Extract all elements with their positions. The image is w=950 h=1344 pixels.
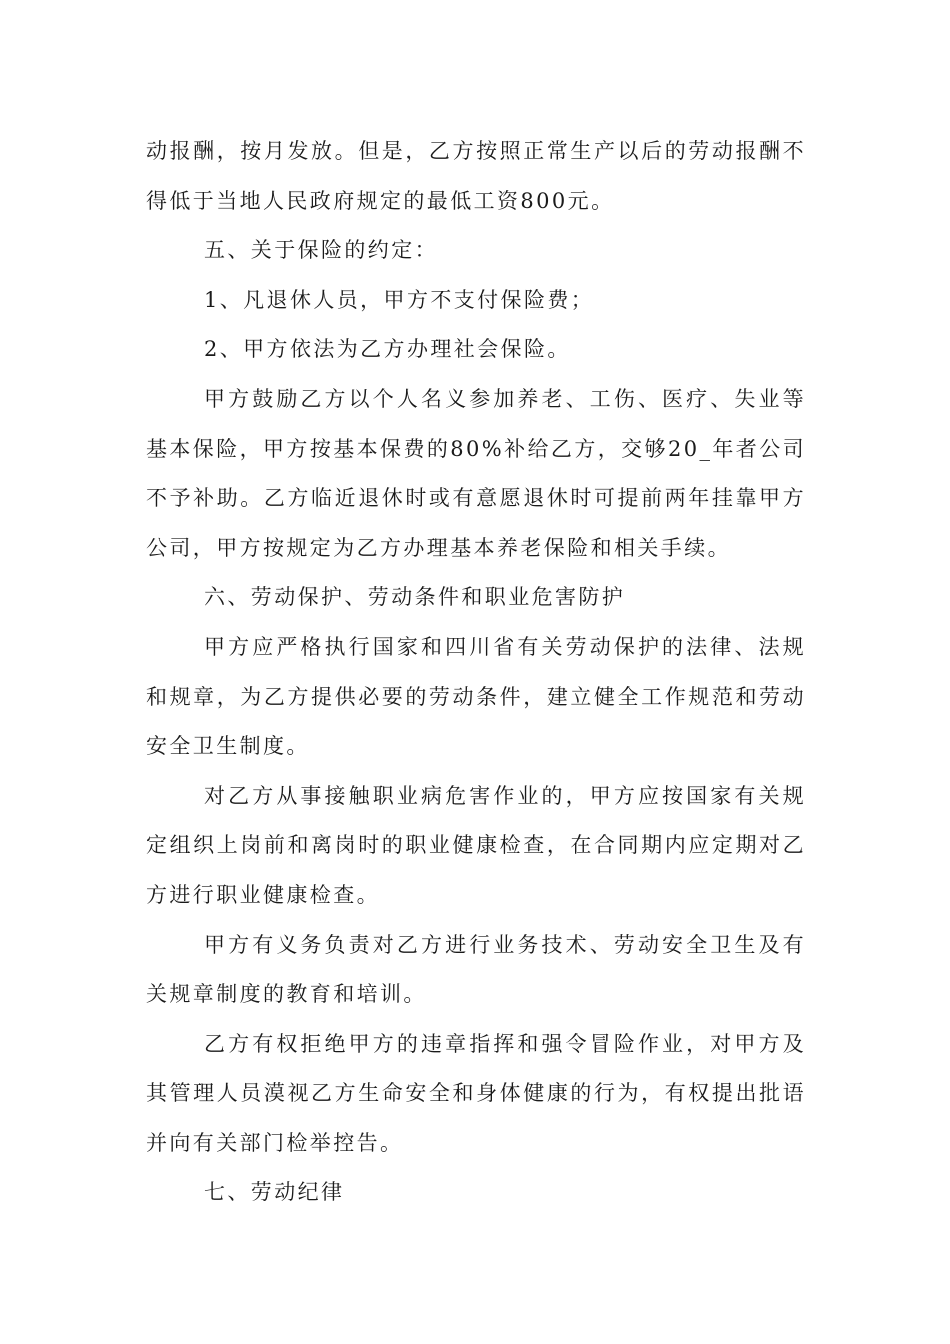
- heading-labor-protection: 六、劳动保护、劳动条件和职业危害防护: [204, 585, 626, 610]
- paragraph-protection-obligations: 甲方应严格执行国家和四川省有关劳动保护的法律、法规和规章，为乙方提供必要的劳动条件，建立健全工作规范和劳动安全卫生制度。: [146, 634, 806, 759]
- heading-labor-discipline: 七、劳动纪律: [204, 1180, 345, 1205]
- paragraph-wage-continued: 动报酬，按月发放。但是，乙方按照正常生产以后的劳动报酬不得低于当地人民政府规定的最低工资800元。: [146, 139, 806, 213]
- document-body: [146, 127, 806, 1218]
- paragraph-training: 甲方有义务负责对乙方进行业务技术、劳动安全卫生及有关规章制度的教育和培训。: [146, 932, 806, 1007]
- paragraph-health-checks: 对乙方从事接触职业病危害作业的，甲方应按国家有关规定组织上岗前和离岗时的职业健康检查，在合同期内应定期对乙方进行职业健康检查。: [146, 783, 806, 907]
- heading-insurance: 五、关于保险的约定：: [204, 238, 438, 263]
- paragraph-pension-encouragement: 甲方鼓励乙方以个人名义参加养老、工伤、医疗、失业等基本保险，甲方按基本保费的80%补给乙方，交够20_年者公司不予补助。乙方临近退休时或有意愿退休时可提前两年挂靠甲方公司，甲方按规定为乙方办理基本养老保险和相关手续。: [146, 386, 806, 560]
- clause-retired-staff: 1、凡退休人员，甲方不支付保险费；: [204, 287, 595, 312]
- paragraph-right-to-refuse: 乙方有权拒绝甲方的违章指挥和强令冒险作业，对甲方及其管理人员漠视乙方生命安全和身体健康的行为，有权提出批语并向有关部门检举控告。: [146, 1031, 806, 1155]
- clause-social-insurance: 2、甲方依法为乙方办理社会保险。: [204, 337, 571, 362]
